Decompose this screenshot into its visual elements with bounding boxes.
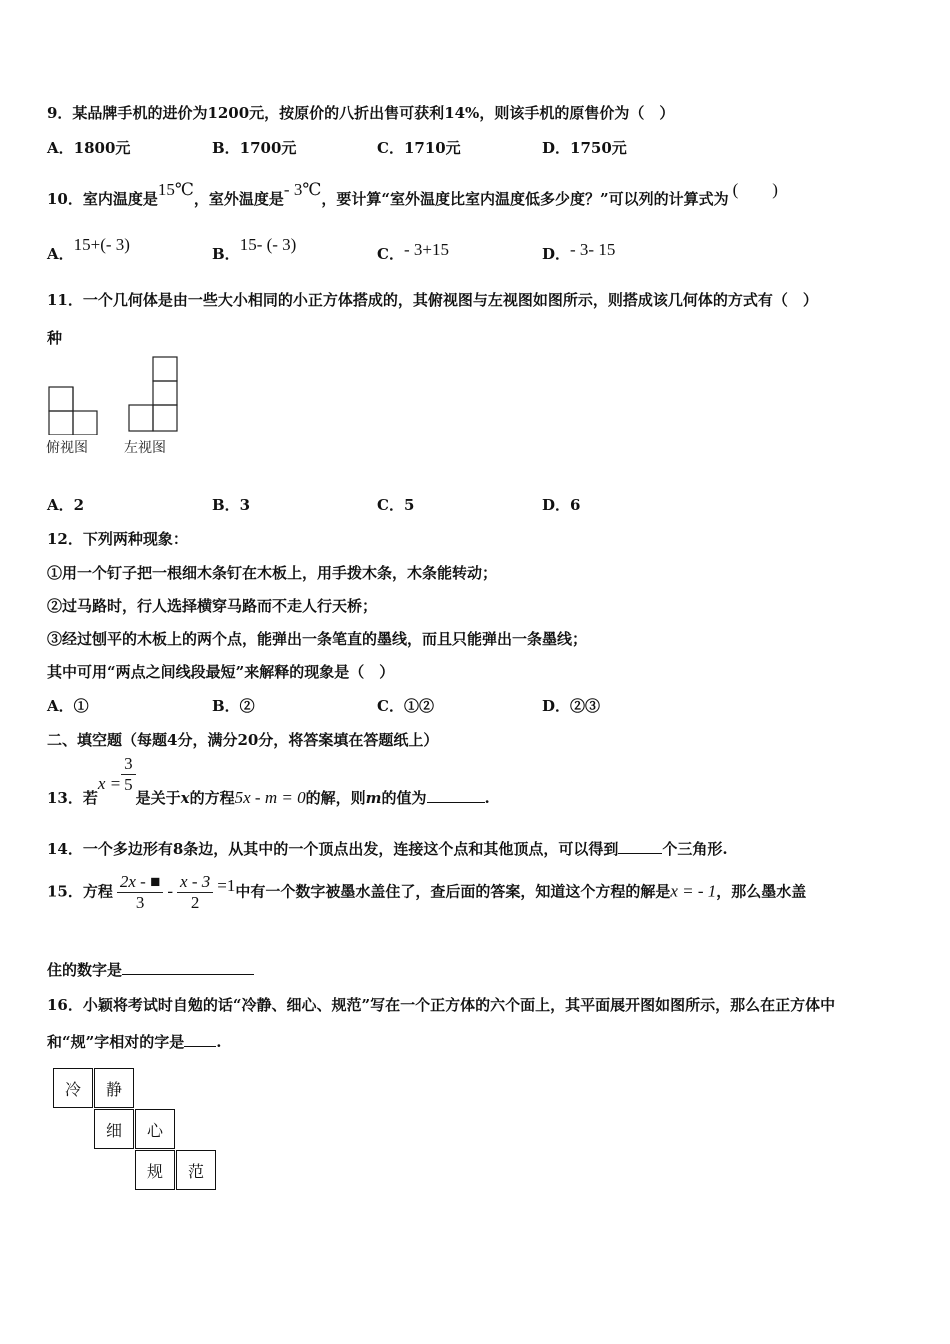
q13-f: . bbox=[484, 788, 490, 807]
q9-option-c: C．1710元 bbox=[377, 139, 461, 157]
q13-c: 的方程 bbox=[189, 788, 235, 807]
q16-stem-2 bbox=[47, 1031, 222, 1052]
q13-var-x: x bbox=[180, 788, 190, 807]
q15-num-1: 2x - ■ bbox=[117, 872, 163, 893]
q10-label-b: B． bbox=[212, 245, 240, 263]
net-cell-4: 心 bbox=[135, 1109, 175, 1149]
q14-b: 个三角形. bbox=[662, 840, 728, 858]
q10-stem-c: ，要计算“室外温度比室内温度低多少度？”可以列的计算式为 bbox=[321, 190, 729, 208]
q15-line2-text: 住的数字是 bbox=[47, 961, 123, 979]
q10-expr-c: - 3+15 bbox=[403, 240, 449, 259]
q16-c: . bbox=[216, 1033, 222, 1051]
left-view-caption: 左视图 bbox=[124, 440, 166, 456]
q14-stem bbox=[47, 838, 728, 859]
q15-fraction-1 bbox=[117, 872, 163, 913]
q9-option-d: D．1750元 bbox=[542, 139, 627, 157]
q10-stem-a: 10．室内温度是 bbox=[47, 190, 158, 208]
q11-stem: 11．一个几何体是由一些大小相同的小正方体搭成的，其俯视图与左视图如图所示，则搭成该几何体的方式有（ ） bbox=[47, 291, 818, 309]
q16-b: 和“规”字相对的字是 bbox=[47, 1033, 185, 1051]
q9-option-a: A．1800元 bbox=[47, 139, 131, 157]
q15-eq: =1 bbox=[217, 875, 236, 895]
q12-item-1: ①用一个钉子把一根细木条钉在木板上，用手拨木条，木条能转动； bbox=[47, 564, 498, 582]
q11-views-figure bbox=[45, 355, 185, 435]
q12-option-a: A．① bbox=[47, 697, 89, 715]
q10-option-d bbox=[542, 240, 616, 264]
q15-den-1: 3 bbox=[135, 893, 145, 912]
q13-a: 13．若 bbox=[47, 788, 98, 807]
q15-fraction-2 bbox=[177, 872, 213, 913]
q15-c: ，那么墨水盖 bbox=[716, 882, 807, 901]
q12-option-c: C．①② bbox=[377, 697, 434, 715]
q15-b: 中有一个数字被墨水盖住了，查后面的答案，知道这个方程的解是 bbox=[235, 882, 671, 901]
q12-option-b: B．② bbox=[212, 697, 255, 715]
q10-expr-a: 15+(- 3) bbox=[73, 235, 130, 254]
q10-stem bbox=[47, 180, 778, 209]
q10-label-d: D． bbox=[542, 245, 571, 263]
q13-num: 3 bbox=[124, 754, 133, 773]
q12-stem: 12．下列两种现象： bbox=[47, 530, 188, 548]
q10-temp-in: 15℃ bbox=[157, 180, 194, 199]
top-view-grid bbox=[49, 387, 97, 435]
q11-option-b: B．3 bbox=[212, 496, 251, 514]
q10-label-a: A． bbox=[47, 245, 74, 263]
q10-stem-b: ，室外温度是 bbox=[193, 190, 284, 208]
q10-label-c: C． bbox=[377, 245, 404, 263]
q9-stem: 9．某品牌手机的进价为1200元，按原价的八折出售可获利14%，则该手机的原售价为（ ） bbox=[47, 104, 675, 122]
q12-question: 其中可用“两点之间线段最短”来解释的现象是（ ） bbox=[47, 663, 395, 681]
q16-stem: 16．小颖将考试时自勉的话“冷静、细心、规范”写在一个正方体的六个面上，其平面展开图如图所示，那么在正方体中 bbox=[47, 996, 836, 1014]
q15-stem bbox=[47, 872, 806, 913]
q15-a: 15．方程 bbox=[47, 882, 113, 901]
q15-solution: x = - 1 bbox=[670, 881, 717, 901]
q13-d: 的解，则 bbox=[305, 788, 366, 807]
q14-a: 14．一个多边形有8条边，从其中的一个顶点出发，连接这个点和其他顶点，可以得到 bbox=[47, 840, 619, 858]
left-view-grid bbox=[129, 357, 177, 431]
q10-paren: ( ) bbox=[732, 180, 778, 199]
q15-num-2: x - 3 bbox=[177, 872, 213, 893]
net-cell-2: 静 bbox=[94, 1068, 134, 1108]
q13-equation: 5x - m = 0 bbox=[234, 787, 306, 807]
q13-den: 5 bbox=[121, 774, 136, 795]
q11-option-c: C．5 bbox=[377, 496, 415, 514]
top-view-caption: 俯视图 bbox=[46, 440, 88, 456]
q10-temp-out: - 3℃ bbox=[283, 180, 322, 199]
q11-stem-2: 种 bbox=[47, 329, 63, 347]
q13-b: 是关于 bbox=[135, 788, 181, 807]
net-cell-1: 冷 bbox=[53, 1068, 93, 1108]
q13-e: 的值为 bbox=[381, 788, 427, 807]
q10-option-a bbox=[47, 235, 130, 264]
q15-answer-blank[interactable] bbox=[122, 960, 254, 975]
net-cell-5: 规 bbox=[135, 1150, 175, 1190]
q13-answer-blank[interactable] bbox=[427, 788, 485, 803]
q15-minus: - bbox=[167, 881, 174, 901]
q10-expr-b: 15- (- 3) bbox=[239, 235, 297, 254]
net-cell-6: 范 bbox=[176, 1150, 216, 1190]
q16-answer-blank[interactable] bbox=[184, 1032, 216, 1047]
q12-option-d: D．②③ bbox=[542, 697, 601, 715]
q13-fraction bbox=[121, 754, 136, 795]
q15-line-2 bbox=[47, 959, 254, 980]
q14-answer-blank[interactable] bbox=[618, 839, 662, 854]
section-2-heading: 二、填空题（每题4分，满分20分，将答案填在答题纸上） bbox=[47, 731, 439, 749]
q12-item-2: ②过马路时，行人选择横穿马路而不走人行天桥； bbox=[47, 597, 378, 615]
q15-den-2: 2 bbox=[190, 893, 200, 912]
q10-expr-d: - 3- 15 bbox=[570, 240, 616, 259]
q11-option-a: A．2 bbox=[47, 496, 85, 514]
net-cell-3: 细 bbox=[94, 1109, 134, 1149]
q13-var-m: m bbox=[365, 788, 382, 807]
q13-stem bbox=[47, 754, 490, 807]
q9-option-b: B．1700元 bbox=[212, 139, 297, 157]
q11-option-d: D．6 bbox=[542, 496, 581, 514]
q10-option-b bbox=[212, 235, 297, 264]
q13-x-eq: x = bbox=[97, 773, 122, 793]
q12-item-3: ③经过刨平的木板上的两个点，能弹出一条笔直的墨线，而且只能弹出一条墨线； bbox=[47, 630, 588, 648]
q10-option-c bbox=[377, 240, 449, 264]
